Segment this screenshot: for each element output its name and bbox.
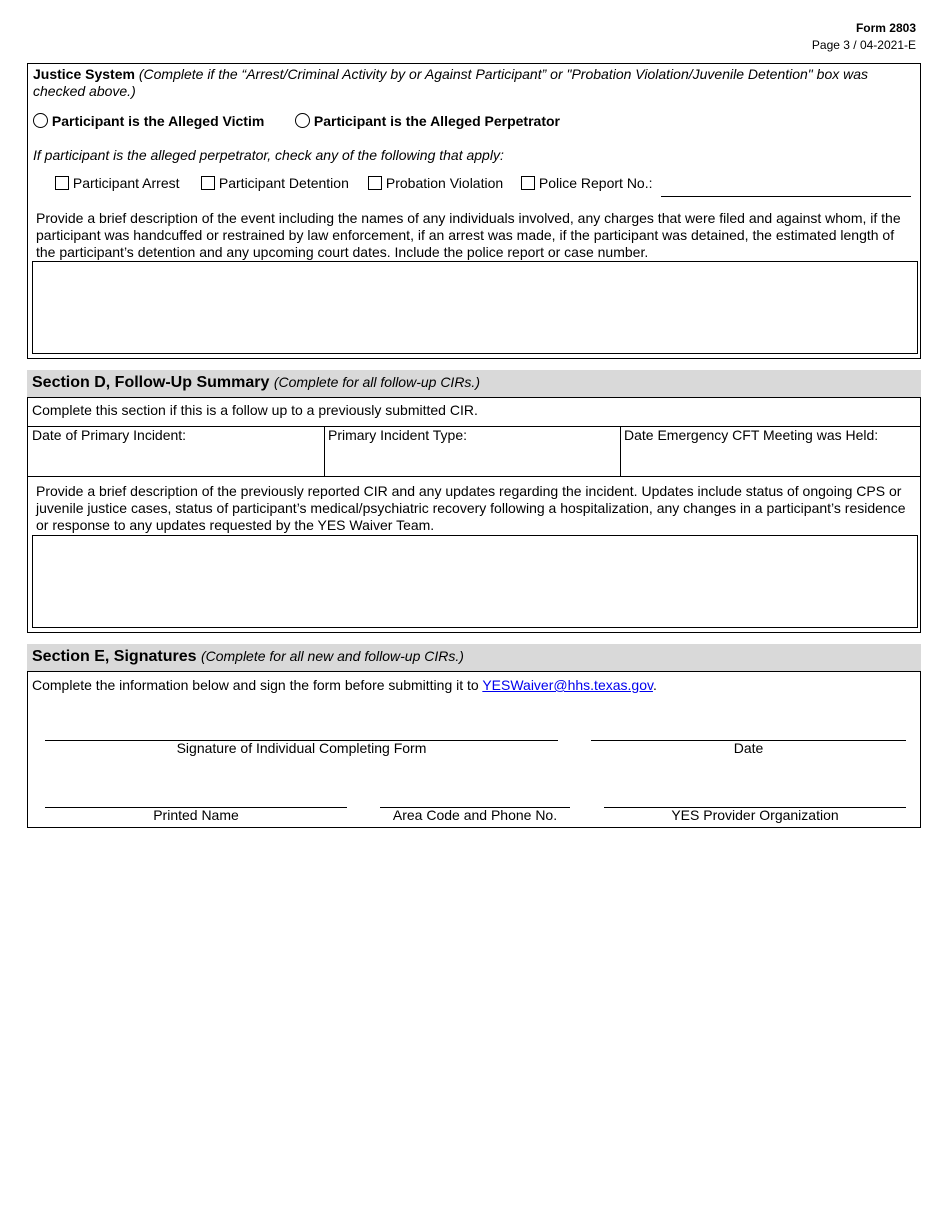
section-d-note: (Complete for all follow-up CIRs.) <box>273 374 480 390</box>
primary-incident-type-label: Primary Incident Type: <box>328 427 468 443</box>
justice-system-section <box>27 63 921 359</box>
section-d-title-wrap <box>32 374 480 392</box>
check-detention-label: Participant Detention <box>218 175 349 191</box>
section-d-header <box>27 370 921 398</box>
radio-victim[interactable] <box>33 113 48 128</box>
section-e-instruction <box>32 677 657 693</box>
section-d-instruction: Complete this section if this is a follow up to a previously submitted CIR. <box>32 402 478 418</box>
radio-victim-option[interactable] <box>33 113 264 129</box>
radio-perpetrator[interactable] <box>295 113 310 128</box>
check-probation-option[interactable] <box>368 175 503 191</box>
police-report-input[interactable] <box>661 178 911 197</box>
email-link[interactable]: YESWaiver@hhs.texas.gov <box>482 677 653 693</box>
check-arrest-option[interactable] <box>55 175 180 191</box>
section-d-description-field[interactable] <box>32 535 918 628</box>
form-number: Form 2803 <box>855 21 916 35</box>
section-e-note: (Complete for all new and follow-up CIRs.) <box>200 648 464 664</box>
check-police-label: Police Report No.: <box>538 175 653 191</box>
checkbox-probation[interactable] <box>368 176 382 190</box>
radio-victim-label: Participant is the Alleged Victim <box>51 113 265 129</box>
section-e-header <box>27 644 921 672</box>
section-e-instruction-suffix: . <box>652 677 657 693</box>
divider <box>620 426 621 476</box>
primary-incident-type-field[interactable] <box>328 427 616 475</box>
section-d-title: Section D, Follow-Up Summary <box>32 374 270 391</box>
date-label: Date <box>733 740 764 756</box>
signature-label: Signature of Individual Completing Form <box>176 740 427 756</box>
section-e-title: Section E, Signatures <box>32 648 197 665</box>
checkbox-detention[interactable] <box>201 176 215 190</box>
page-info: Page 3 / 04-2021-E <box>811 38 916 52</box>
section-e-title-wrap <box>32 648 464 666</box>
justice-title: Justice System <box>33 66 135 82</box>
phone-label: Area Code and Phone No. <box>392 807 558 823</box>
section-e <box>27 671 921 828</box>
printed-name-label: Printed Name <box>153 807 239 823</box>
divider <box>324 426 325 476</box>
check-arrest-label: Participant Arrest <box>72 175 180 191</box>
check-police-option[interactable] <box>521 175 653 191</box>
divider <box>28 476 920 477</box>
date-primary-incident-label: Date of Primary Incident: <box>32 427 187 443</box>
radio-perpetrator-label: Participant is the Alleged Perpetrator <box>313 113 560 129</box>
section-d-description-prompt: Provide a brief description of the previously reported CIR and any updates regarding the incident. Updates include status of ongoing CPS or juvenile justice cases, status of participant’s medical/psychiatric recovery following a hospitalization, any changes in a participant’s residence or response to any updates requested by the YES Waiver Team. <box>36 483 906 533</box>
radio-perpetrator-option[interactable] <box>295 113 560 129</box>
check-probation-label: Probation Violation <box>385 175 504 191</box>
date-primary-incident-field[interactable] <box>32 427 320 475</box>
perpetrator-instruction: If participant is the alleged perpetrator, check any of the following that apply: <box>33 147 504 163</box>
checkbox-arrest[interactable] <box>55 176 69 190</box>
org-label: YES Provider Organization <box>671 807 839 823</box>
section-d <box>27 397 921 633</box>
check-detention-option[interactable] <box>201 175 349 191</box>
justice-description-prompt: Provide a brief description of the event including the names of any individuals involved, any charges that were filed and against whom, if the participant was handcuffed or restrained by law enforcement, if an arrest was made, if the participant was detained, the estimated length of the participant’s detention and any upcoming court dates. Include the police report or case number. <box>36 210 901 260</box>
checkbox-police-report[interactable] <box>521 176 535 190</box>
justice-description-field[interactable] <box>32 261 918 354</box>
justice-note: (Complete if the “Arrest/Criminal Activity by or Against Participant” or "Probation Violation/Juvenile Detention" box was checked above.) <box>33 66 869 99</box>
date-cft-meeting-field[interactable] <box>624 427 916 475</box>
section-e-instruction-prefix: Complete the information below and sign the form before submitting it to <box>32 677 483 693</box>
justice-heading <box>33 66 913 100</box>
date-cft-meeting-label: Date Emergency CFT Meeting was Held: <box>624 427 879 443</box>
